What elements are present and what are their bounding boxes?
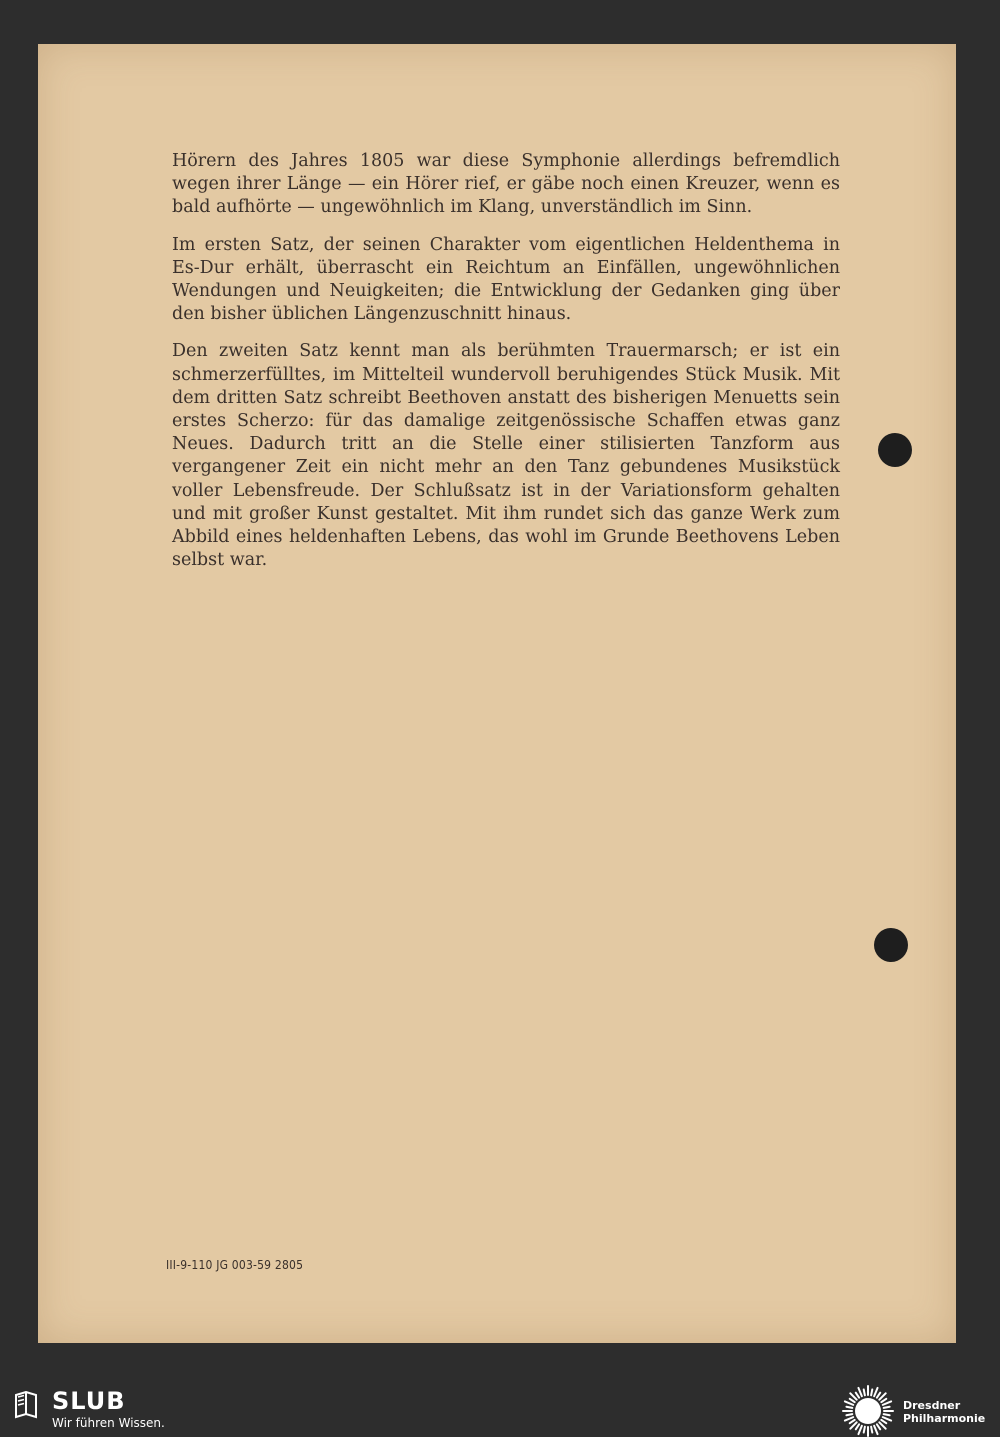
sunburst-ray <box>845 1401 853 1404</box>
paragraph-2: Im ersten Satz, der seinen Charakter vom eigentlichen Heldenthema in Es-Dur erhält, überrascht ein Reichtum an Einfällen, ungewöhnlichen Wendungen und Neuigkeiten; die Entwicklung der Gedanken ging über den bisher üblichen Längenzuschnitt hinaus. <box>172 234 840 325</box>
book-icon <box>14 1391 38 1419</box>
punch-hole-top <box>878 433 912 467</box>
punch-hole-bottom <box>874 928 908 962</box>
footer-bar <box>0 1383 1000 1433</box>
sunburst-ray <box>856 1393 859 1398</box>
sunburst-ray <box>877 1424 880 1429</box>
sunburst-ray <box>884 1414 890 1415</box>
partner-name-line1: Dresdner <box>903 1399 961 1412</box>
sunburst-ray <box>871 1427 872 1433</box>
paragraph-3: Den zweiten Satz kennt man als berühmten Trauermarsch; er ist ein schmerzerfülltes, im Mittelteil wundervoll beruhigendes Stück Musik. Mit dem dritten Satz schreibt Beethoven anstatt des bisherigen Menuetts sein erstes Scherzo: für das damalige zeitgenössische Schaffen etwas ganz Neues. Dadurch tritt an die Stelle einer stilisierten Tanzform aus vergangener Zeit ein nicht mehr an den Tanz gebundenes Musikstück voller Lebensfreude. Der Schlußsatz ist in der Variationsform gehalten und mit großer Kunst gestaltet. Mit ihm rundet sich das ganze Werk zum Abbild eines heldenhaften Lebens, das wohl im Grunde Beethovens Leben selbst war. <box>172 341 840 571</box>
document-page <box>38 44 956 1343</box>
sunburst-ray <box>846 1407 852 1408</box>
sunburst-ray <box>850 1420 855 1423</box>
sunburst-ray <box>856 1424 859 1429</box>
sunburst-ray <box>864 1427 865 1433</box>
sunburst-ray <box>858 1388 861 1396</box>
library-name[interactable]: SLUB <box>52 1387 126 1415</box>
sunburst-ray <box>883 1401 891 1404</box>
sunburst-ray <box>883 1417 891 1420</box>
sunburst-icon <box>842 1385 894 1437</box>
sunburst-ray <box>846 1414 852 1415</box>
print-code: III-9-110 JG 003-59 2805 <box>166 1258 304 1272</box>
partner-name[interactable] <box>903 1399 1000 1425</box>
sunburst-ray <box>881 1420 886 1423</box>
partner-name-line2: Philharmonie <box>903 1412 986 1425</box>
sunburst-ray <box>871 1389 872 1395</box>
document-text <box>172 150 840 586</box>
sunburst-ray <box>884 1407 890 1408</box>
library-tagline: Wir führen Wissen. <box>52 1416 165 1430</box>
sunburst-ray <box>864 1389 865 1395</box>
sunburst-ray <box>874 1388 877 1396</box>
sunburst-ray <box>877 1393 880 1398</box>
sunburst-ray <box>850 1399 855 1402</box>
paragraph-1: Hörern des Jahres 1805 war diese Symphonie allerdings befremdlich wegen ihrer Länge — ein Hörer rief, er gäbe noch einen Kreuzer, wenn es bald aufhörte — ungewöhnlich im Klang, unverständlich im Sinn. <box>172 151 840 218</box>
sunburst-ray <box>881 1399 886 1402</box>
sunburst-ray <box>845 1417 853 1420</box>
